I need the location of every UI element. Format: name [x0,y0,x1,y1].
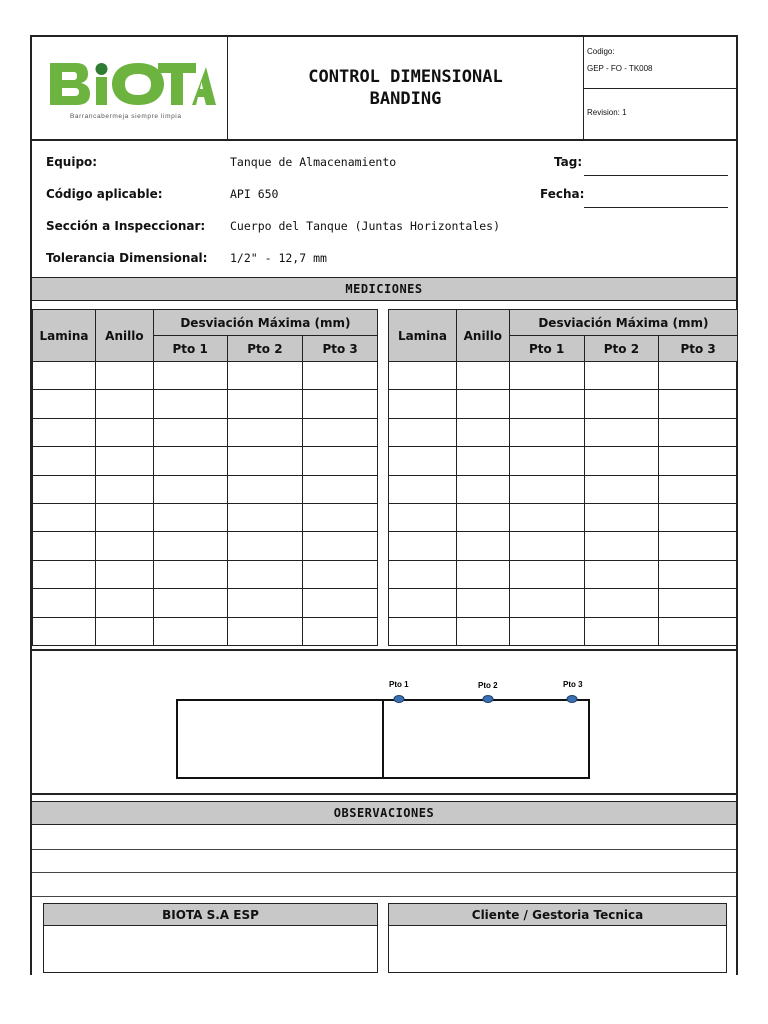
measurement-cell[interactable] [456,475,509,503]
banding-sketch [32,651,736,793]
table-row [389,447,738,475]
measurement-cell[interactable] [303,447,378,475]
col-anillo: Anillo [456,310,509,362]
table-row [389,589,738,617]
measurement-cell[interactable] [389,362,457,390]
measurement-cell[interactable] [95,503,153,531]
measurement-cell[interactable] [303,418,378,446]
measurement-cell[interactable] [153,362,227,390]
tolerancia-value: 1/2" - 12,7 mm [230,251,327,265]
measurement-cell[interactable] [389,617,457,645]
measurement-cell[interactable] [153,418,227,446]
col-pto1: Pto 1 [153,336,227,362]
measurement-cell[interactable] [95,617,153,645]
measurement-cell[interactable] [456,362,509,390]
col-lamina: Lamina [33,310,96,362]
measurement-cell[interactable] [509,589,584,617]
measurement-cell[interactable] [33,617,96,645]
measurement-cell[interactable] [509,532,584,560]
measurement-cell[interactable] [33,560,96,588]
measurement-cell[interactable] [303,362,378,390]
measurement-cell[interactable] [95,589,153,617]
measurement-cell[interactable] [659,447,738,475]
code-cell [584,37,736,139]
equipo-label: Equipo: [46,155,98,169]
measurement-cell[interactable] [303,390,378,418]
point-2-label: Pto 2 [478,681,498,690]
logo-tagline: Barrancabermeja siempre limpia [70,113,182,120]
tag-field[interactable] [584,175,728,176]
measurement-cell[interactable] [227,475,303,503]
measurement-cell[interactable] [33,589,96,617]
measurement-cell[interactable] [584,390,659,418]
point-1-marker [394,696,404,703]
measurement-cell[interactable] [153,617,227,645]
measurement-cell[interactable] [303,617,378,645]
col-lamina: Lamina [389,310,457,362]
col-pto2: Pto 2 [584,336,659,362]
measurement-cell[interactable] [303,475,378,503]
measurement-cell[interactable] [153,560,227,588]
firma-cliente-box[interactable] [388,903,727,973]
measurement-cell[interactable] [389,589,457,617]
measurement-cell[interactable] [33,362,96,390]
measurement-cell[interactable] [659,560,738,588]
form-header [32,37,736,141]
measurement-cell[interactable] [227,560,303,588]
observaciones-line[interactable] [32,896,736,897]
table-row [33,560,378,588]
measurement-cell[interactable] [95,560,153,588]
table-row [389,418,738,446]
point-3-label: Pto 3 [563,680,583,689]
measurement-cell[interactable] [509,390,584,418]
biota-logo-icon [46,55,218,111]
measurement-cell[interactable] [456,589,509,617]
measurement-cell[interactable] [303,560,378,588]
codigo-aplicable-value: API 650 [230,187,279,201]
col-pto1: Pto 1 [509,336,584,362]
firma-biota-box[interactable] [43,903,378,973]
measurement-cell[interactable] [95,447,153,475]
measurement-cell[interactable] [95,362,153,390]
measurement-cell[interactable] [584,560,659,588]
measurement-cell[interactable] [153,390,227,418]
observaciones-line[interactable] [32,849,736,850]
seccion-value: Cuerpo del Tanque (Juntas Horizontales) [230,219,501,233]
mediciones-header: MEDICIONES [32,277,736,301]
measurement-cell[interactable] [456,560,509,588]
form-title [228,37,584,139]
measurement-cell[interactable] [227,503,303,531]
measurement-cell[interactable] [584,475,659,503]
table-row [33,589,378,617]
measurement-cell[interactable] [227,447,303,475]
measurement-cell[interactable] [303,532,378,560]
codigo-aplicable-label: Código aplicable: [46,187,163,201]
table-row [389,503,738,531]
measurement-cell[interactable] [227,418,303,446]
measurement-cell[interactable] [456,447,509,475]
title-line-1: CONTROL DIMENSIONAL [308,67,503,87]
measurement-cell[interactable] [584,532,659,560]
measurement-cell[interactable] [33,475,96,503]
measurement-cell[interactable] [153,503,227,531]
tolerancia-label: Tolerancia Dimensional: [46,251,208,265]
table-row [389,560,738,588]
measurement-cell[interactable] [584,447,659,475]
measurement-cell[interactable] [33,447,96,475]
table-row [33,475,378,503]
table-row [389,475,738,503]
table-row [33,390,378,418]
codigo-label: Codigo: [587,47,615,56]
measurement-cell[interactable] [456,503,509,531]
measurement-cell[interactable] [509,560,584,588]
firma-biota-label: BIOTA S.A ESP [44,904,377,926]
measurement-cell[interactable] [509,617,584,645]
measurement-cell[interactable] [389,418,457,446]
measurement-cell[interactable] [456,418,509,446]
logo-cell [32,37,228,139]
mediciones-table-right [388,309,738,646]
measurement-cell[interactable] [227,390,303,418]
measurement-cell[interactable] [389,475,457,503]
col-pto3: Pto 3 [303,336,378,362]
revision-text: Revision: 1 [587,108,627,117]
table-row [33,362,378,390]
measurement-cell[interactable] [584,418,659,446]
table-row [33,617,378,645]
measurement-cell[interactable] [95,418,153,446]
fecha-label: Fecha: [540,187,585,201]
measurement-cell[interactable] [33,532,96,560]
form-sheet [30,35,738,975]
title-line-2: BANDING [369,89,442,109]
measurement-cell[interactable] [659,532,738,560]
measurement-cell[interactable] [456,617,509,645]
measurement-cell[interactable] [389,560,457,588]
measurement-cell[interactable] [389,390,457,418]
point-1-label: Pto 1 [389,680,409,689]
measurement-cell[interactable] [509,503,584,531]
table-row [389,532,738,560]
measurement-cell[interactable] [153,447,227,475]
measurement-cell[interactable] [584,362,659,390]
measurement-cell[interactable] [389,503,457,531]
measurement-cell[interactable] [659,418,738,446]
banding-diagram [32,649,736,795]
measurement-cell[interactable] [153,532,227,560]
col-pto3: Pto 3 [659,336,738,362]
measurement-cell[interactable] [95,475,153,503]
col-pto2: Pto 2 [227,336,303,362]
measurement-cell[interactable] [303,503,378,531]
measurement-cell[interactable] [95,532,153,560]
table-row [389,617,738,645]
measurement-cell[interactable] [659,589,738,617]
point-2-marker [483,696,493,703]
codigo-block [584,37,736,89]
measurement-cell[interactable] [33,503,96,531]
measurement-cell[interactable] [659,503,738,531]
firma-cliente-label: Cliente / Gestoria Tecnica [389,904,726,926]
table-row [33,447,378,475]
observaciones-line[interactable] [32,872,736,873]
measurement-cell[interactable] [33,418,96,446]
measurement-cell[interactable] [389,447,457,475]
fecha-field[interactable] [584,207,728,208]
table-row [33,503,378,531]
measurement-cell[interactable] [659,362,738,390]
measurement-cell[interactable] [584,589,659,617]
observaciones-header: OBSERVACIONES [32,801,736,825]
measurement-cell[interactable] [456,532,509,560]
measurement-cell[interactable] [227,362,303,390]
equipo-value: Tanque de Almacenamiento [230,155,397,169]
measurement-cell[interactable] [659,617,738,645]
measurement-cell[interactable] [389,532,457,560]
col-desviacion: Desviación Máxima (mm) [153,310,377,336]
table-row [33,532,378,560]
measurement-cell[interactable] [509,475,584,503]
measurement-cell[interactable] [153,475,227,503]
table-row [389,362,738,390]
measurement-cell[interactable] [456,390,509,418]
measurement-cell[interactable] [584,503,659,531]
mediciones-table-left [32,309,378,646]
measurement-cell[interactable] [584,617,659,645]
tag-label: Tag: [554,155,583,169]
measurement-cell[interactable] [227,617,303,645]
seccion-label: Sección a Inspeccionar: [46,219,206,233]
measurement-cell[interactable] [227,589,303,617]
measurement-cell[interactable] [659,390,738,418]
codigo-value: GEP - FO - TK008 [587,64,653,73]
measurement-cell[interactable] [509,447,584,475]
measurement-cell[interactable] [33,390,96,418]
info-section [32,141,736,281]
table-row [33,418,378,446]
table-row [389,390,738,418]
measurement-cell[interactable] [509,418,584,446]
measurement-cell[interactable] [95,390,153,418]
measurement-cell[interactable] [659,475,738,503]
col-anillo: Anillo [95,310,153,362]
measurement-cell[interactable] [227,532,303,560]
measurement-cell[interactable] [509,362,584,390]
point-3-marker [567,696,577,703]
measurement-cell[interactable] [153,589,227,617]
measurement-cell[interactable] [303,589,378,617]
col-desviacion: Desviación Máxima (mm) [509,310,737,336]
